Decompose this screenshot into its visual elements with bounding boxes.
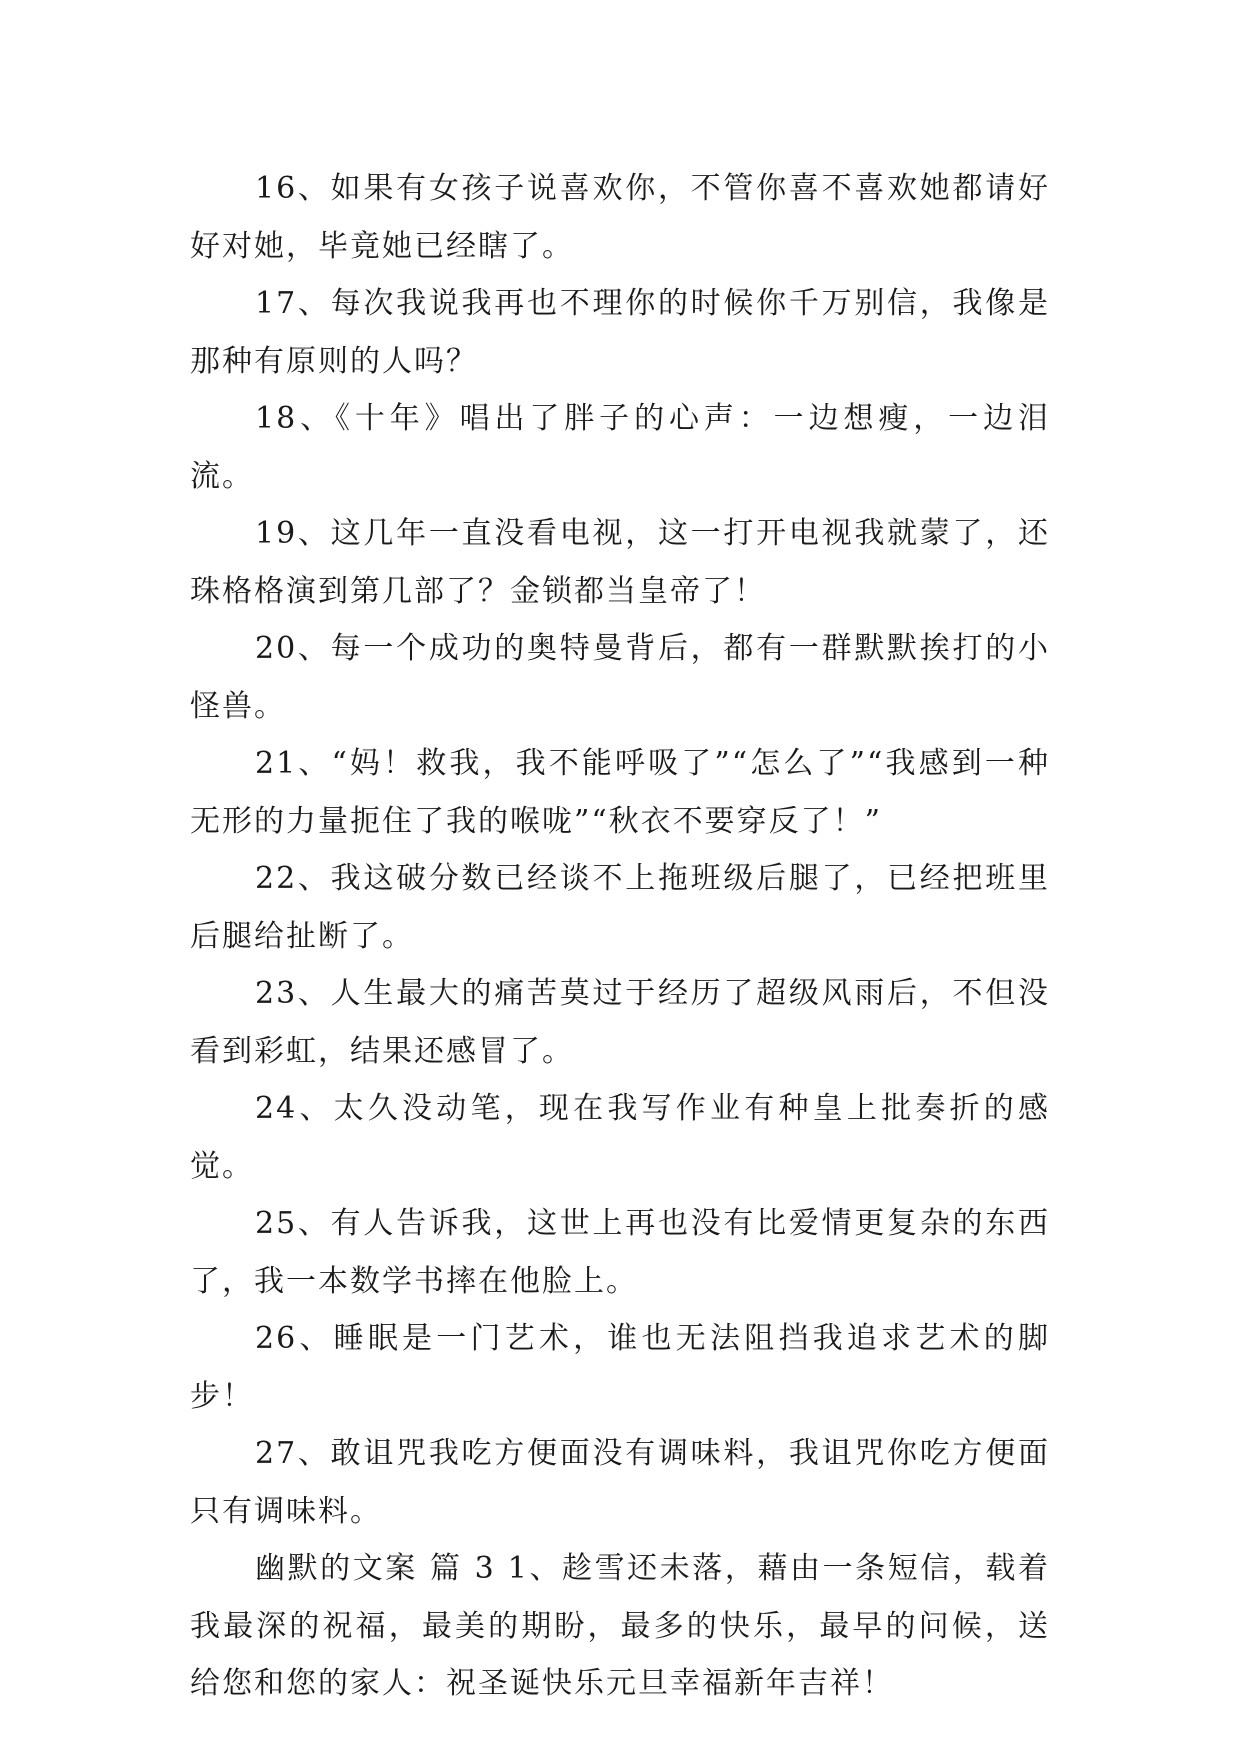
paragraph-19: 19、这几年一直没看电视，这一打开电视我就蒙了，还珠格格演到第几部了？金锁都当皇帝了！ (190, 516, 1050, 609)
paragraph-23: 23、人生最大的痛苦莫过于经历了超级风雨后，不但没看到彩虹，结果还感冒了。 (190, 976, 1050, 1069)
document-body (190, 160, 1050, 1713)
paragraph-20: 20、每一个成功的奥特曼背后，都有一群默默挨打的小怪兽。 (190, 631, 1050, 724)
paragraph-24: 24、太久没动笔，现在我写作业有种皇上批奏折的感觉。 (190, 1091, 1050, 1184)
paragraph-21: 21、“妈！救我，我不能呼吸了”“怎么了”“我感到一种无形的力量扼住了我的喉咙”“秋衣不要穿反了！” (190, 746, 1050, 839)
paragraph-17: 17、每次我说我再也不理你的时候你千万别信，我像是那种有原则的人吗？ (190, 286, 1050, 379)
paragraph-26: 26、睡眠是一门艺术，谁也无法阻挡我追求艺术的脚步！ (190, 1321, 1050, 1414)
paragraph-18: 18、《十年》唱出了胖子的心声：一边想瘦，一边泪流。 (190, 401, 1050, 494)
paragraph-22: 22、我这破分数已经谈不上拖班级后腿了，已经把班里后腿给扯断了。 (190, 861, 1050, 954)
paragraph-16: 16、如果有女孩子说喜欢你，不管你喜不喜欢她都请好好对她，毕竟她已经瞎了。 (190, 171, 1050, 264)
paragraph-25: 25、有人告诉我，这世上再也没有比爱情更复杂的东西了，我一本数学书摔在他脸上。 (190, 1206, 1050, 1299)
section-3-paragraph: 幽默的文案 篇 3 1、趁雪还未落，藉由一条短信，载着我最深的祝福，最美的期盼，最多的快乐，最早的问候，送给您和您的家人：祝圣诞快乐元旦幸福新年吉祥！ (190, 1551, 1050, 1701)
paragraph-27: 27、敢诅咒我吃方便面没有调味料，我诅咒你吃方便面只有调味料。 (190, 1436, 1050, 1529)
